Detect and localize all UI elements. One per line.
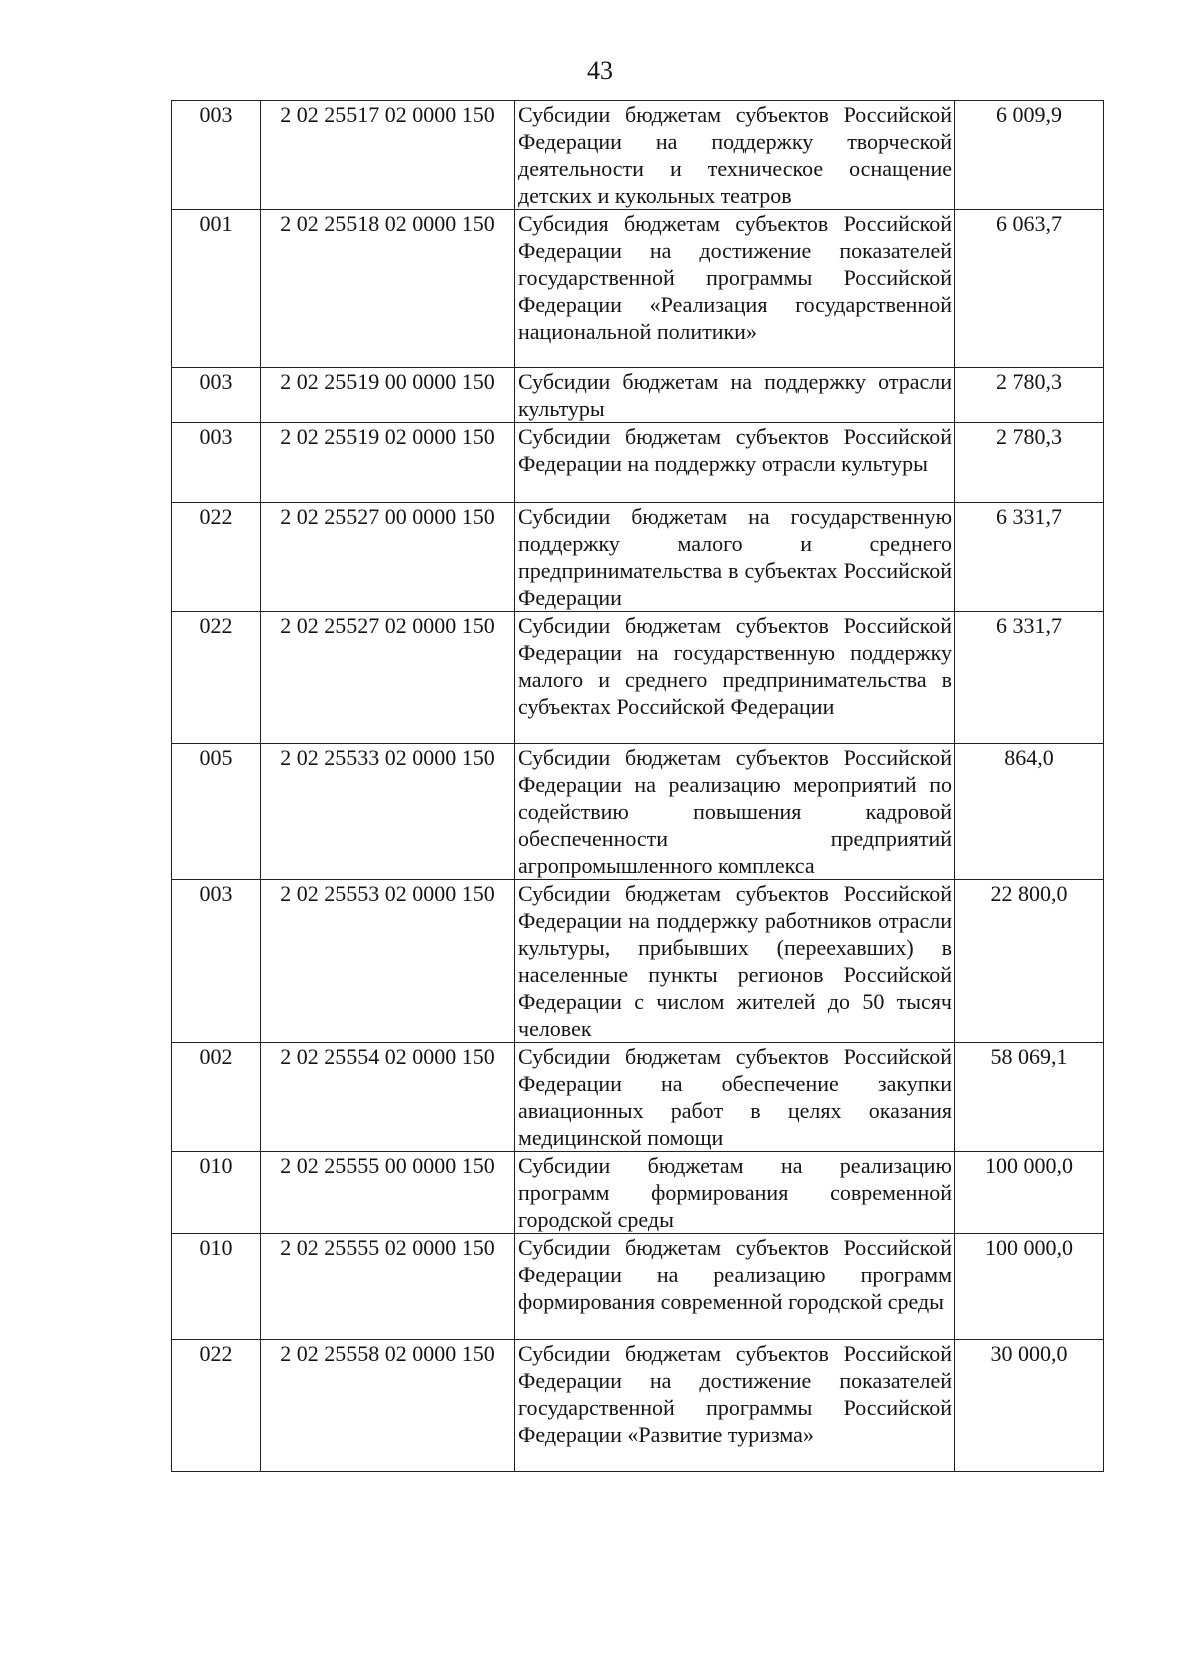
revenue-code-cell: 2 02 25519 00 0000 150 [261, 368, 515, 423]
admin-code-cell: 005 [172, 744, 261, 880]
revenue-name-cell: Субсидии бюджетам на реализацию программ формирования современной городской среды [515, 1152, 955, 1234]
table-row [172, 101, 1104, 210]
amount-cell: 58 069,1 [955, 1043, 1104, 1152]
admin-code-cell: 022 [172, 503, 261, 612]
page-number: 43 [587, 56, 613, 85]
admin-code-cell: 002 [172, 1043, 261, 1152]
revenue-name-cell: Субсидии бюджетам субъектов Российской Федерации на поддержку творческой деятельности и техническое оснащение детских и кукольных театров [515, 101, 955, 210]
admin-code-cell: 003 [172, 423, 261, 503]
revenue-code-cell: 2 02 25553 02 0000 150 [261, 880, 515, 1043]
table-row [172, 1234, 1104, 1340]
admin-code-cell: 001 [172, 210, 261, 368]
revenue-name-cell: Субсидии бюджетам субъектов Российской Федерации на реализацию мероприятий по содействию повышения кадровой обеспеченности предприятий агропромышленного комплекса [515, 744, 955, 880]
amount-cell: 6 331,7 [955, 612, 1104, 744]
admin-code-cell: 022 [172, 1340, 261, 1472]
amount-cell: 6 063,7 [955, 210, 1104, 368]
revenue-name-cell: Субсидии бюджетам на поддержку отрасли культуры [515, 368, 955, 423]
amount-cell: 2 780,3 [955, 368, 1104, 423]
table-row [172, 503, 1104, 612]
admin-code-cell: 010 [172, 1152, 261, 1234]
revenue-code-cell: 2 02 25527 02 0000 150 [261, 612, 515, 744]
table-row [172, 1152, 1104, 1234]
table-row [172, 880, 1104, 1043]
revenue-name-cell: Субсидии бюджетам субъектов Российской Федерации на поддержку работников отрасли культуры, прибывших (переехавших) в населенные пункты регионов Российской Федерации с числом жителей до 50 тысяч человек [515, 880, 955, 1043]
revenue-code-cell: 2 02 25558 02 0000 150 [261, 1340, 515, 1472]
revenue-code-cell: 2 02 25518 02 0000 150 [261, 210, 515, 368]
revenue-name-cell: Субсидии бюджетам субъектов Российской Федерации на достижение показателей государственной программы Российской Федерации «Развитие туризма» [515, 1340, 955, 1472]
table-row [172, 1340, 1104, 1472]
revenue-code-cell: 2 02 25555 02 0000 150 [261, 1234, 515, 1340]
admin-code-cell: 010 [172, 1234, 261, 1340]
amount-cell: 100 000,0 [955, 1234, 1104, 1340]
revenue-code-cell: 2 02 25554 02 0000 150 [261, 1043, 515, 1152]
revenue-name-cell: Субсидия бюджетам субъектов Российской Федерации на достижение показателей государственной программы Российской Федерации «Реализация государственной национальной политики» [515, 210, 955, 368]
table-row [172, 1043, 1104, 1152]
budget-revenue-table [171, 100, 1104, 1472]
revenue-name-cell: Субсидии бюджетам субъектов Российской Федерации на государственную поддержку малого и среднего предпринимательства в субъектах Российской Федерации [515, 612, 955, 744]
revenue-name-cell: Субсидии бюджетам субъектов Российской Федерации на реализацию программ формирования современной городской среды [515, 1234, 955, 1340]
revenue-code-cell: 2 02 25533 02 0000 150 [261, 744, 515, 880]
table-row [172, 210, 1104, 368]
table-row [172, 744, 1104, 880]
amount-cell: 2 780,3 [955, 423, 1104, 503]
revenue-name-cell: Субсидии бюджетам субъектов Российской Федерации на поддержку отрасли культуры [515, 423, 955, 503]
admin-code-cell: 022 [172, 612, 261, 744]
admin-code-cell: 003 [172, 368, 261, 423]
amount-cell: 6 331,7 [955, 503, 1104, 612]
table-row [172, 612, 1104, 744]
revenue-code-cell: 2 02 25517 02 0000 150 [261, 101, 515, 210]
revenue-code-cell: 2 02 25555 00 0000 150 [261, 1152, 515, 1234]
table-row [172, 423, 1104, 503]
amount-cell: 30 000,0 [955, 1340, 1104, 1472]
revenue-code-cell: 2 02 25519 02 0000 150 [261, 423, 515, 503]
amount-cell: 6 009,9 [955, 101, 1104, 210]
table-row [172, 368, 1104, 423]
admin-code-cell: 003 [172, 880, 261, 1043]
amount-cell: 864,0 [955, 744, 1104, 880]
admin-code-cell: 003 [172, 101, 261, 210]
amount-cell: 22 800,0 [955, 880, 1104, 1043]
revenue-code-cell: 2 02 25527 00 0000 150 [261, 503, 515, 612]
revenue-name-cell: Субсидии бюджетам субъектов Российской Федерации на обеспечение закупки авиационных работ в целях оказания медицинской помощи [515, 1043, 955, 1152]
revenue-name-cell: Субсидии бюджетам на государственную поддержку малого и среднего предпринимательства в субъектах Российской Федерации [515, 503, 955, 612]
amount-cell: 100 000,0 [955, 1152, 1104, 1234]
